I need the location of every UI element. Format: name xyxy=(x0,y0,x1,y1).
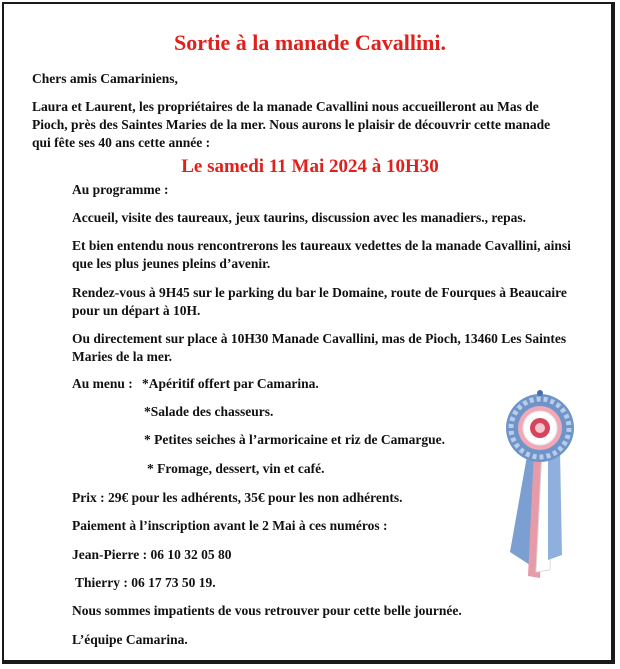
bulls-paragraph: Et bien entendu nous rencontrerons les taureaux vedettes de la manade Cavallini, ainsi que les plus jeunes pleins d’avenir. xyxy=(72,238,571,271)
menu-item: * Fromage, dessert, vin et café. xyxy=(147,461,325,476)
greeting: Chers amis Camariniens, xyxy=(32,71,178,86)
menu-item: *Salade des chasseurs. xyxy=(144,404,274,419)
event-date: Le samedi 11 Mai 2024 à 10H30 xyxy=(181,156,439,177)
rosette-pin-head xyxy=(537,390,543,396)
menu-label: Au menu : xyxy=(72,376,133,391)
closing-line: Nous sommes impatients de vous retrouver pour cette belle journée. xyxy=(72,603,462,618)
direct-paragraph: Ou directement sur place à 10H30 Manade Cavallini, mas de Pioch, 13460 Les Saintes Maries de la mer. xyxy=(72,331,567,364)
payment-line: Paiement à l’inscription avant le 2 Mai à ces numéros : xyxy=(72,518,388,533)
contact-jean-pierre: Jean-Pierre : 06 10 32 05 80 xyxy=(72,547,232,562)
rendezvous-paragraph: Rendez-vous à 9H45 sur le parking du bar le Domaine, route de Fourques à Beaucaire pour un départ à 10H. xyxy=(72,285,567,318)
rosette-ribbon-icon xyxy=(490,380,590,580)
signature: L’équipe Camarina. xyxy=(72,632,188,647)
program-items: Accueil, visite des taureaux, jeux taurins, discussion avec les manadiers., repas. xyxy=(72,210,526,225)
price-line: Prix : 29€ pour les adhérents, 35€ pour les non adhérents. xyxy=(72,490,403,505)
menu-item: *Apéritif offert par Camarina. xyxy=(142,376,319,391)
document-title: Sortie à la manade Cavallini. xyxy=(174,29,446,55)
ribbon-tail-blue-2 xyxy=(548,450,562,560)
rosette-center-dot xyxy=(535,423,545,433)
contact-thierry: Thierry : 06 17 73 50 19. xyxy=(75,575,216,590)
intro-paragraph: Laura et Laurent, les propriétaires de la manade Cavallini nous accueilleront au Mas de Pioch, près des Saintes Maries de la mer. Nous aurons le plaisir de découvrir cette manade qui fête ses 40 ans cette année : xyxy=(32,99,551,150)
program-heading: Au programme : xyxy=(72,182,169,197)
menu-item: * Petites seiches à l’armoricaine et riz de Camargue. xyxy=(144,432,446,447)
